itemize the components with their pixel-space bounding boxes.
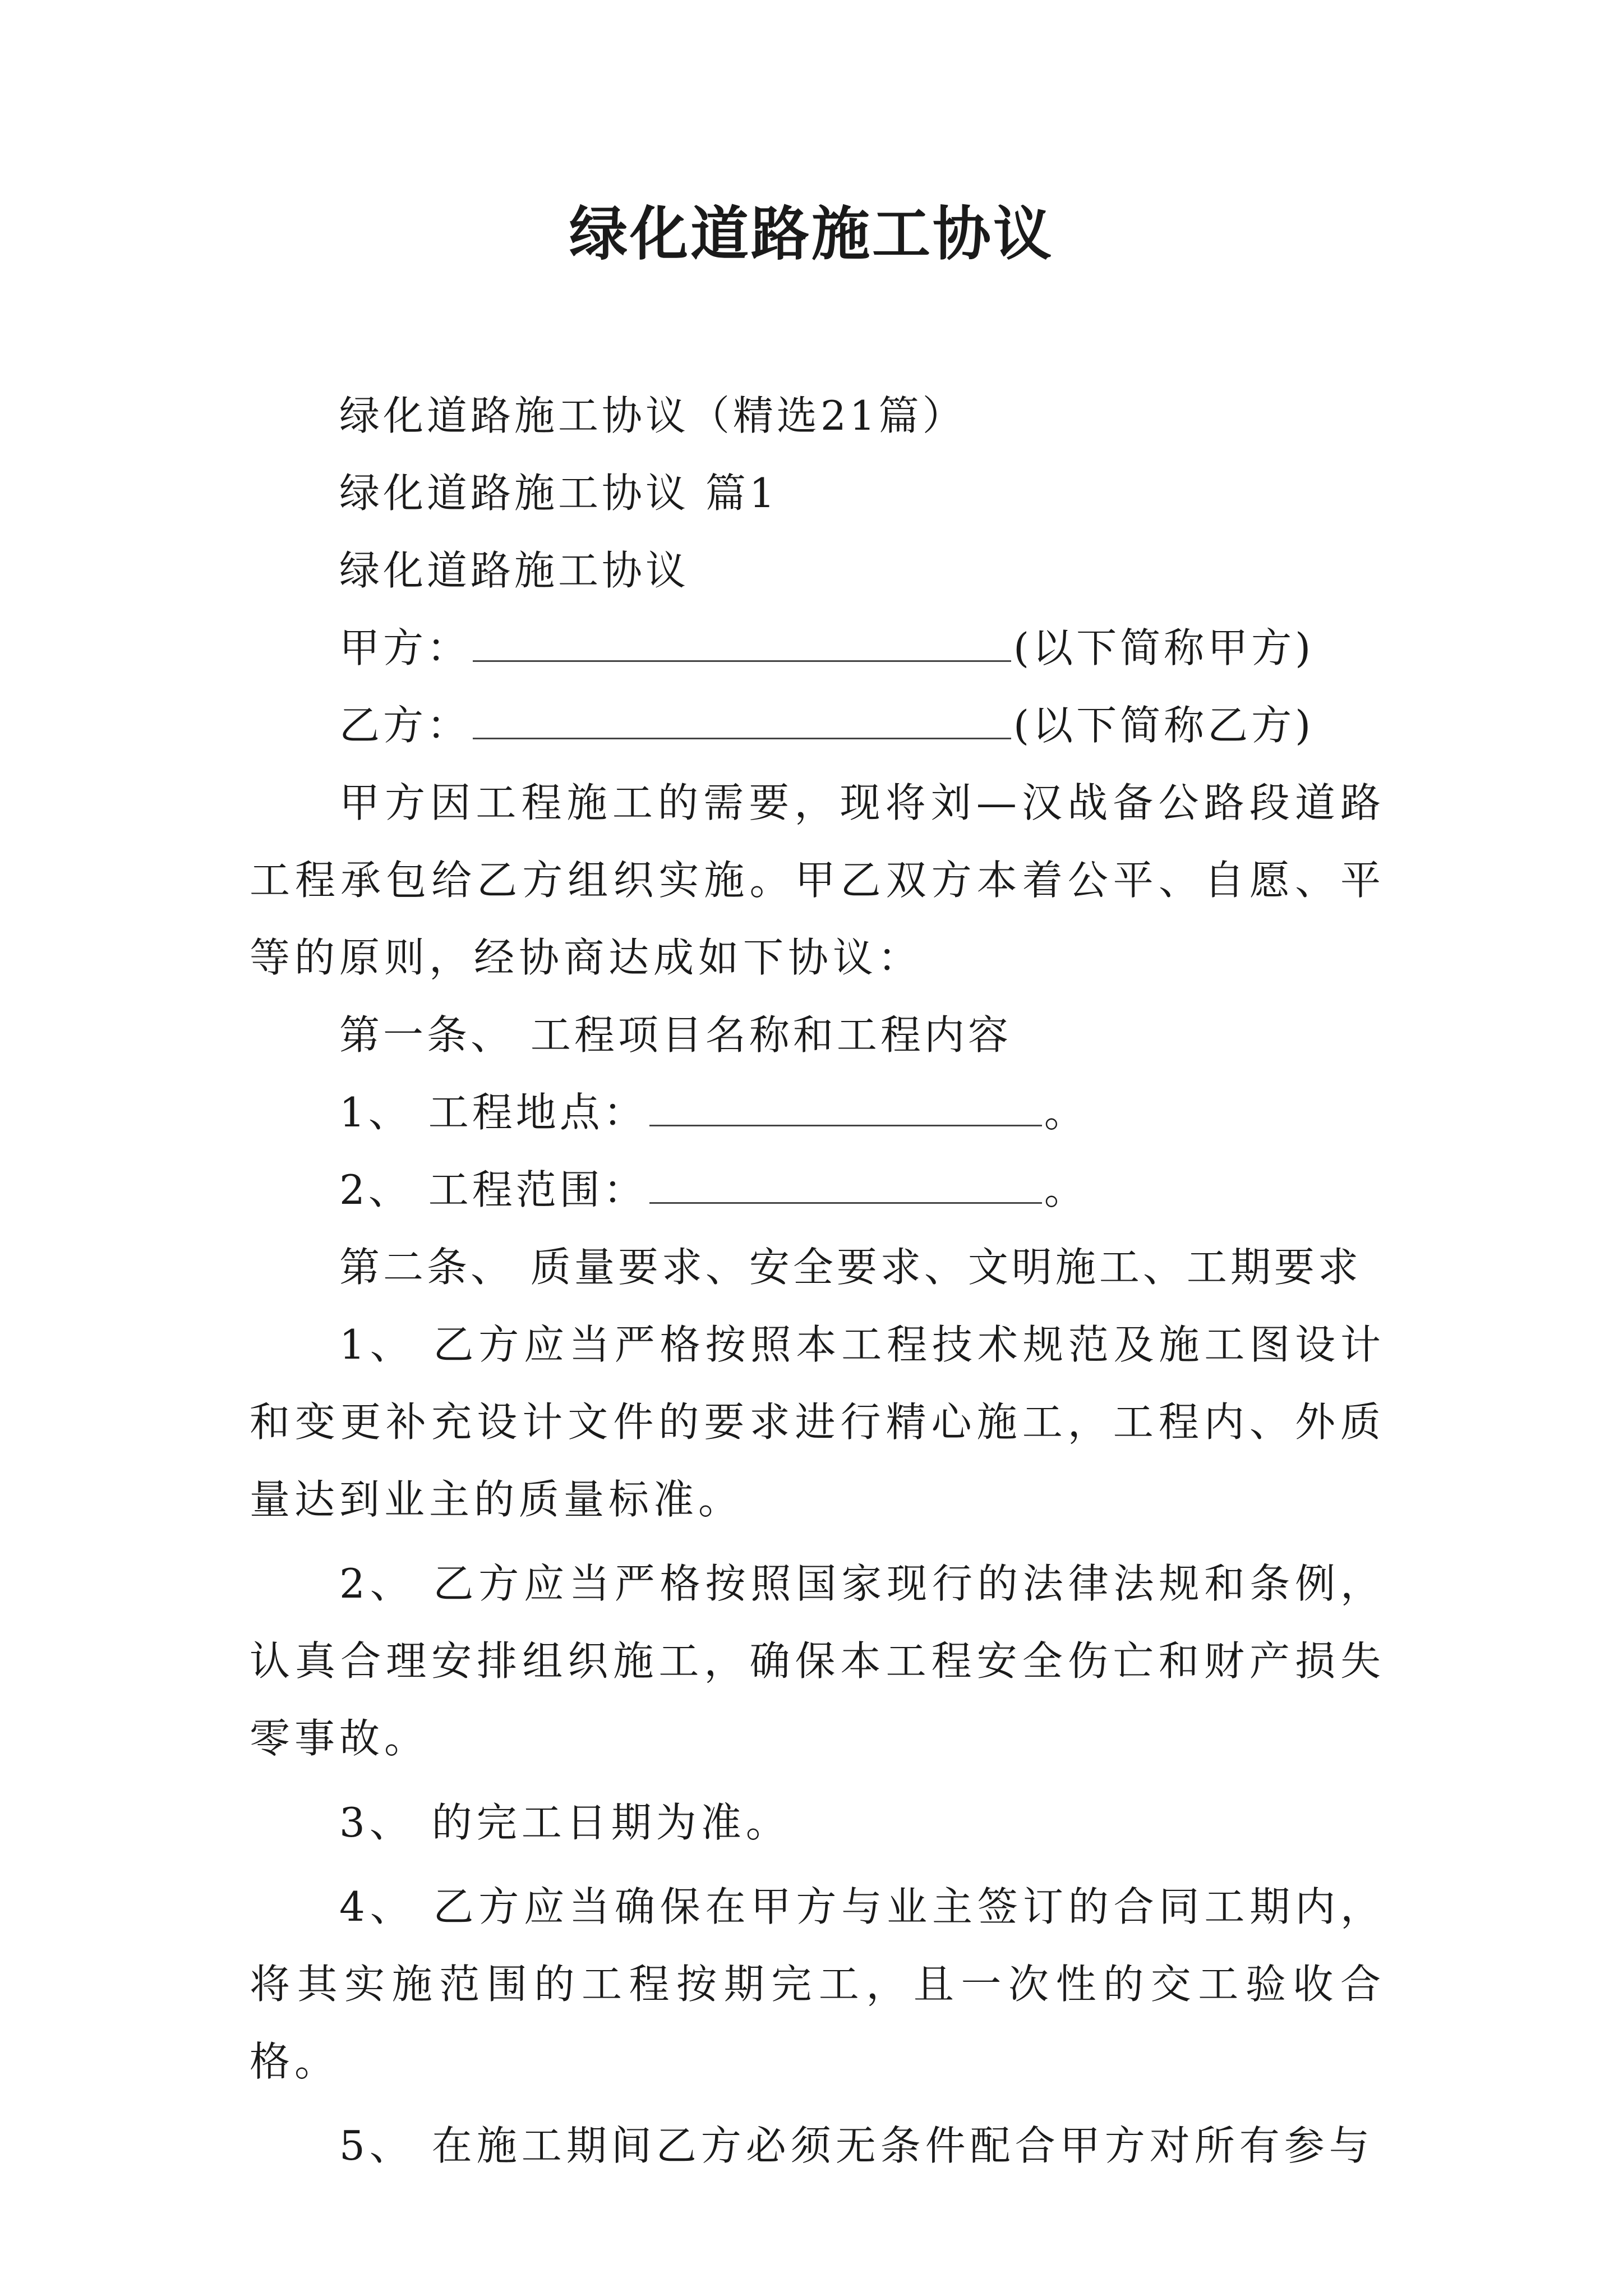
- article-2-item-1: 1、 乙方应当严格按照本工程技术规范及施工图设计和变更补充设计文件的要求进行精心施工，工程内、外质量达到业主的质量标准。: [250, 1321, 1385, 1523]
- work-scope-end: 。: [1044, 1166, 1088, 1213]
- paragraph-gap: [250, 1538, 1385, 1545]
- party-b-label: 乙方：: [339, 702, 471, 749]
- party-b-line: [250, 687, 1385, 764]
- subtitle-line: 绿化道路施工协议（精选21篇）: [339, 392, 966, 439]
- document-title: 绿化道路施工协议: [569, 199, 1054, 268]
- party-a-label: 甲方：: [339, 624, 471, 671]
- party-b-suffix: (以下简称乙方): [1013, 702, 1315, 749]
- paragraph-gap: [250, 1777, 1385, 1784]
- work-location-blank-field[interactable]: [649, 1080, 1042, 1126]
- paragraph-gap: [250, 1861, 1385, 1868]
- paragraph-gap: [250, 2100, 1385, 2107]
- article-2-item-2: 2、 乙方应当严格按照国家现行的法律法规和条例，认真合理安排组织施工，确保本工程安全伤亡和财产损失零事故。: [250, 1560, 1385, 1762]
- intro-paragraph: 甲方因工程施工的需要，现将刘—汉战备公路段道路工程承包给乙方组织实施。甲乙双方本着公平、自愿、平等的原则，经协商达成如下协议：: [250, 779, 1385, 981]
- article-1-item-2: [250, 1151, 1385, 1228]
- work-location-end: 。: [1044, 1089, 1088, 1136]
- article-1-item-1: [250, 1074, 1385, 1151]
- agreement-heading: 绿化道路施工协议: [339, 547, 690, 594]
- work-scope-label: 2、 工程范围：: [339, 1166, 647, 1213]
- work-location-label: 1、 工程地点：: [339, 1089, 647, 1136]
- party-a-suffix: (以下简称甲方): [1013, 624, 1315, 671]
- party-a-blank-field[interactable]: [473, 615, 1011, 662]
- section-heading: 绿化道路施工协议 篇1: [339, 470, 778, 517]
- article-2-item-4: 4、 乙方应当确保在甲方与业主签订的合同工期内，将其实施范围的工程按期完工，且一次性的交工验收合格。: [250, 1883, 1385, 2085]
- work-scope-blank-field[interactable]: [649, 1157, 1042, 1204]
- article-2-item-5: 5、 在施工期间乙方必须无条件配合甲方对所有参与: [339, 2122, 1374, 2169]
- article-2-item-3: 3、 的完工日期为准。: [339, 1799, 791, 1846]
- party-b-blank-field[interactable]: [473, 693, 1011, 739]
- party-a-line: [250, 609, 1385, 687]
- article-2-title: 第二条、 质量要求、安全要求、文明施工、工期要求: [339, 1244, 1362, 1291]
- document-body: [250, 377, 1385, 2184]
- article-1-title: 第一条、 工程项目名称和工程内容: [339, 1011, 1012, 1059]
